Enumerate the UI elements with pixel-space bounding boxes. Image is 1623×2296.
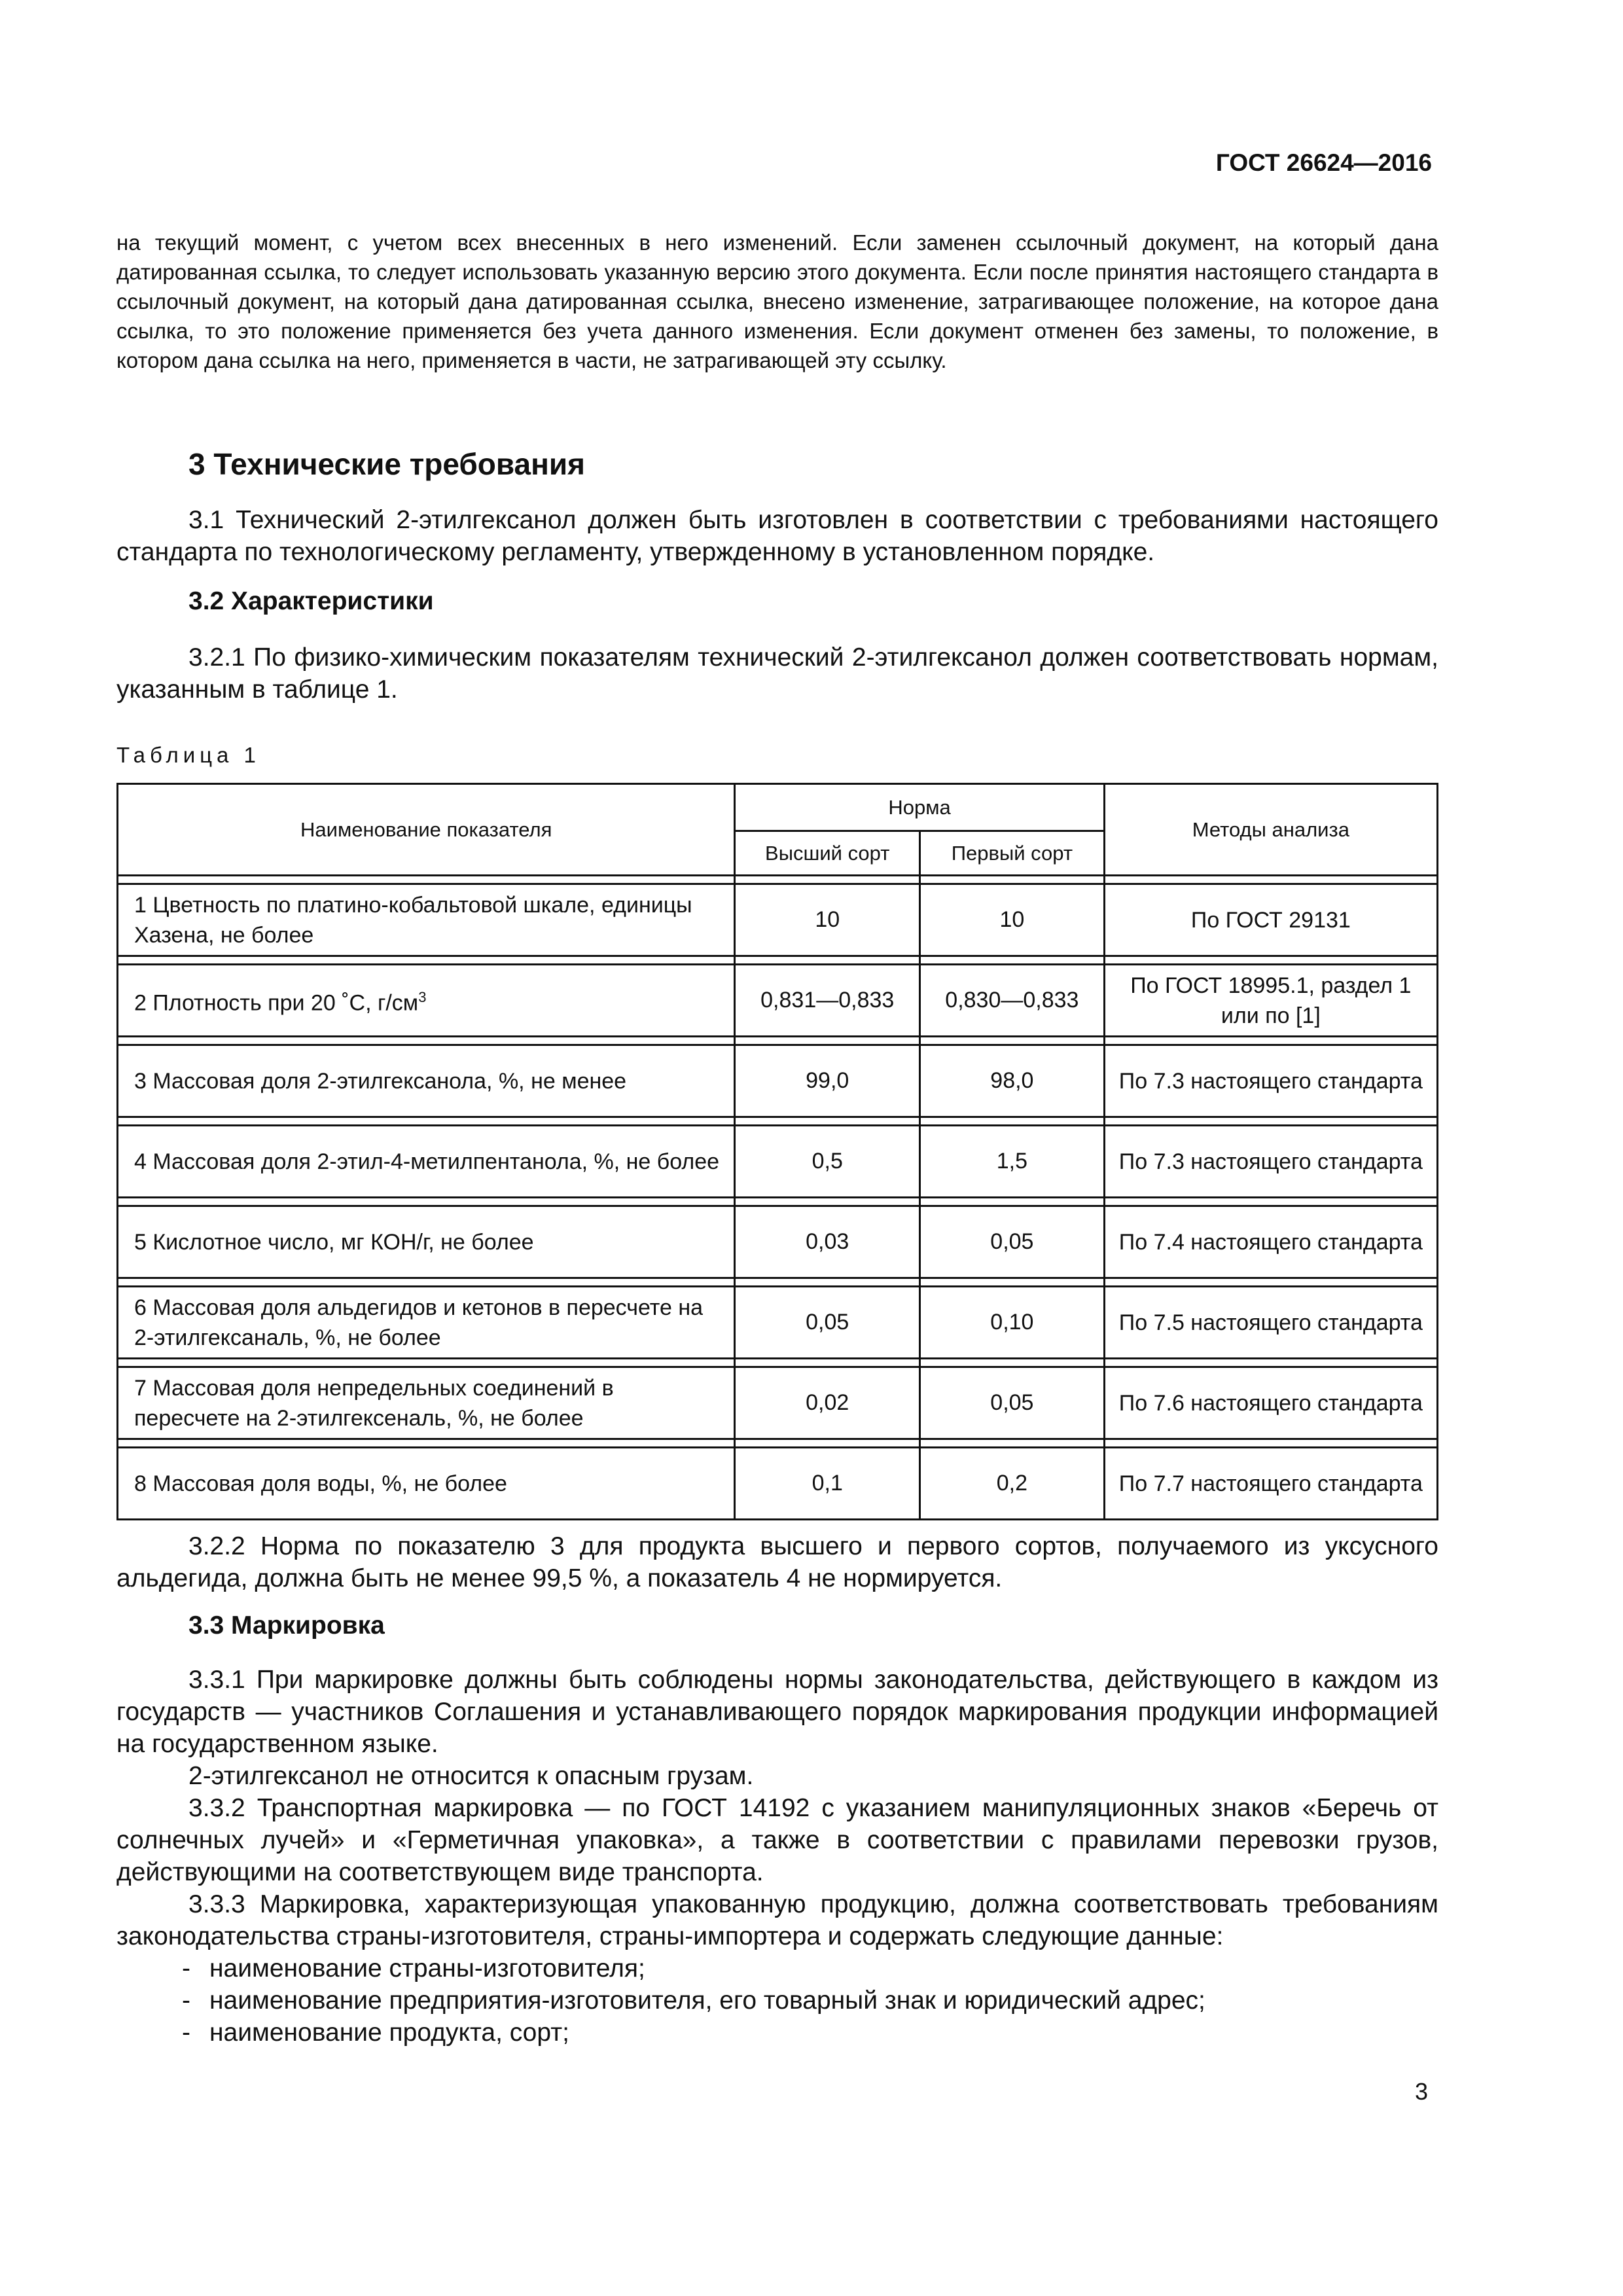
row-top-value: 0,1 — [735, 1448, 920, 1520]
paragraph-3-2-1: 3.2.1 По физико-химическим показателям технический 2-этилгексанол должен соответствовать нормам, указанным в таблице 1. — [116, 643, 1438, 704]
row-method: По 7.6 настоящего стандарта — [1104, 1367, 1437, 1439]
page-number: 3 — [1414, 2078, 1428, 2105]
row-name: 1 Цветность по платино-кобальтовой шкале, единицы Хазена, не более — [118, 884, 735, 956]
row-first-value: 0,2 — [920, 1448, 1105, 1520]
row-method: По 7.7 настоящего стандарта — [1104, 1448, 1437, 1520]
list-item: - наименование страны-изготовителя; — [182, 1954, 645, 1982]
row-first-value: 0,830—0,833 — [920, 965, 1105, 1037]
row-first-value: 0,10 — [920, 1287, 1105, 1359]
row-top-value: 99,0 — [735, 1045, 920, 1117]
row-name: 2 Плотность при 20 ˚С, $г/см^3$ — [118, 965, 735, 1037]
document-header-id: ГОСТ 26624—2016 — [1215, 149, 1432, 176]
paragraph-3-1: 3.1 Технический 2-этилгексанол должен быть изготовлен в соответствии с требованиями настоящего стандарта по технологическому регламенту, утвержденному в установленном порядке. — [116, 506, 1438, 566]
heading-3-2: 3.2 Характеристики — [188, 587, 434, 615]
row-top-value: 0,5 — [735, 1126, 920, 1198]
row-top-value: 0,831—0,833 — [735, 965, 920, 1037]
paragraph-3-3-1: 3.3.1 При маркировке должны быть соблюдены нормы законодательства, действующего в каждом из государств — участников Соглашения и устанавливающего порядок маркирования продукции информацией на государственном языке. — [116, 1666, 1438, 1758]
row-top-value: 0,05 — [735, 1287, 920, 1359]
header-first-grade: Первый сорт — [920, 831, 1105, 876]
row-method: По 7.3 настоящего стандарта — [1104, 1126, 1437, 1198]
row-first-value: 1,5 — [920, 1126, 1105, 1198]
characteristics-table — [116, 783, 1438, 1520]
row-top-value: 0,03 — [735, 1206, 920, 1278]
heading-3-3: 3.3 Маркировка — [188, 1611, 385, 1640]
header-norm: Норма — [735, 784, 1104, 831]
row-method: По ГОСТ 29131 — [1104, 884, 1437, 956]
row-method: По 7.4 настоящего стандарта — [1104, 1206, 1437, 1278]
row-top-value: 10 — [735, 884, 920, 956]
paragraph-3-2-2: 3.2.2 Норма по показателю 3 для продукта высшего и первого сортов, получаемого из уксусного альдегида, должна быть не менее 99,5 %, а показатель 4 не нормируется. — [116, 1532, 1438, 1592]
row-first-value: 98,0 — [920, 1045, 1105, 1117]
table-row — [118, 1126, 1438, 1198]
header-analysis-methods: Методы анализа — [1104, 784, 1437, 876]
table-row — [118, 1448, 1438, 1520]
row-name: 7 Массовая доля непредельных соединений в пересчете на 2-этилгексеналь, %, не более — [118, 1367, 735, 1439]
table-row — [118, 884, 1438, 956]
table-caption: Таблица 1 — [116, 743, 260, 767]
row-name: 4 Массовая доля 2-этил-4-метилпентанола, %, не более — [118, 1126, 735, 1198]
row-method: По 7.5 настоящего стандарта — [1104, 1287, 1437, 1359]
list-item: - наименование продукта, сорт; — [182, 2018, 569, 2047]
table-row — [118, 965, 1438, 1037]
row-first-value: 0,05 — [920, 1206, 1105, 1278]
table-row — [118, 1045, 1438, 1117]
row-method: По 7.3 настоящего стандарта — [1104, 1045, 1437, 1117]
row-first-value: 10 — [920, 884, 1105, 956]
marking-data-list — [116, 1952, 1205, 2049]
row-name: 3 Массовая доля 2-этилгексанола, %, не менее — [118, 1045, 735, 1117]
header-indicator-name: Наименование показателя — [118, 784, 735, 876]
table-row — [118, 1287, 1438, 1359]
intro-paragraph: на текущий момент, с учетом всех внесенных в него изменений. Если заменен ссылочный документ, на который дана датированная ссылка, то следует использовать указанную версию этого документа. Если после принятия настоящего стандарта в ссылочный документ, на который дана датированная ссылка, внесено изменение, затрагивающее положение, на которое дана ссылка, то это положение применяется без учета данного изменения. Если документ отменен без замены, то положение, в котором дана ссылка на него, применяется в части, не затрагивающей эту ссылку. — [116, 230, 1438, 372]
list-item: - наименование предприятия-изготовителя, его товарный знак и юридический адрес; — [182, 1986, 1205, 2015]
row-name: 5 Кислотное число, мг КОН/г, не более — [118, 1206, 735, 1278]
row-name: 8 Массовая доля воды, %, не более — [118, 1448, 735, 1520]
table-row — [118, 1206, 1438, 1278]
header-top-grade: Высший сорт — [735, 831, 920, 876]
section-3-title: 3 Технические требования — [188, 447, 585, 481]
superscript: 3 — [418, 989, 427, 1006]
row-first-value: 0,05 — [920, 1367, 1105, 1439]
paragraph-3-3-2: 3.3.2 Транспортная маркировка — по ГОСТ 14192 с указанием манипуляционных знаков «Беречь от солнечных лучей» и «Герметичная упаковка», а также в соответствии с правилами перевозки грузов, действующими на соответствующем виде транспорта. — [116, 1794, 1438, 1886]
row-name: 6 Массовая доля альдегидов и кетонов в пересчете на 2-этилгексаналь, %, не более — [118, 1287, 735, 1359]
row-top-value: 0,02 — [735, 1367, 920, 1439]
row-method: По ГОСТ 18995.1, раздел 1 или по [1] — [1104, 965, 1437, 1037]
paragraph-3-3-3: 3.3.3 Маркировка, характеризующая упакованную продукцию, должна соответствовать требованиям законодательства страны-изготовителя, страны-импортера и содержать следующие данные: — [116, 1890, 1438, 1950]
table-row — [118, 1367, 1438, 1439]
paragraph-3-3-1-note: 2-этилгексанол не относится к опасным грузам. — [188, 1762, 754, 1790]
